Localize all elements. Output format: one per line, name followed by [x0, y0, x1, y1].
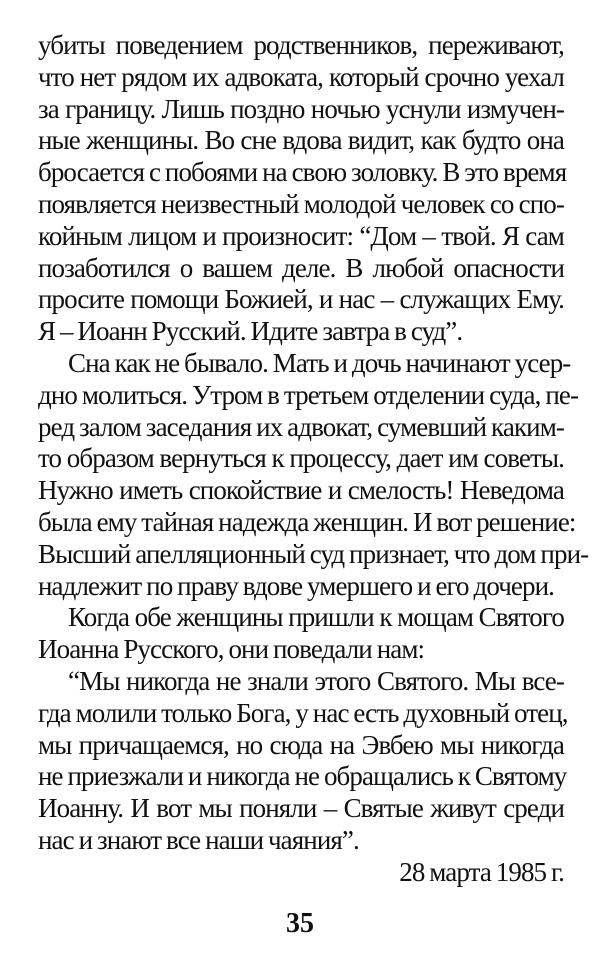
text-line: гда молили только Бога, у нас есть духовный отец,: [38, 697, 568, 728]
text-line: не приезжали и никогда не обращались к Святому: [38, 761, 567, 792]
text-line: Я – Иоанн Русский. Идите завтра в суд”.: [38, 316, 463, 347]
text-line: нас и знают все наши чаяния”.: [38, 824, 359, 855]
text-line: убиты поведением родственников, переживают,: [38, 30, 564, 60]
paragraph-3: [38, 602, 564, 666]
text-line: появляется неизвестный молодой человек со спо-: [38, 188, 564, 219]
text-line: была ему тайная надежда женщин. И вот решение:: [38, 506, 576, 537]
text-line: Высший апелляционный суд признает, что дом при-: [38, 538, 589, 569]
text-line: за границу. Лишь поздно ночью уснули измучен-: [38, 93, 564, 124]
text-line: Иоанна Русского, они поведали нам:: [38, 634, 425, 665]
text-line: ред залом заседания их адвокат, сумевший каким-: [38, 411, 564, 442]
text-line: мы причащаемся, но сюда на Эвбею мы никогда: [38, 729, 564, 760]
text-line: койным лицом и произносит: “Дом – твой. Я сам: [38, 220, 564, 251]
date-line: 28 марта 1985 г.: [399, 856, 564, 887]
paragraph-2: [38, 347, 589, 602]
paragraph-quote: [38, 665, 568, 857]
paragraph-1: [38, 30, 567, 348]
text-line: позаботился о вашем деле. В любой опасности: [38, 252, 564, 283]
text-line: бросается с побоями на свою золовку. В это время: [38, 157, 567, 188]
text-line: что нет рядом их адвоката, который срочно уехал: [38, 61, 564, 92]
text-line: Когда обе женщины пришли к мощам Святого: [68, 602, 564, 633]
text-line: надлежит по праву вдове умершего и его дочери.: [38, 570, 555, 601]
text-line: Сна как не бывало. Мать и дочь начинают усер-: [68, 347, 571, 378]
text-line: Иоанну. И вот мы поняли – Святые живут среди: [38, 793, 564, 824]
page-number: 35: [286, 908, 314, 939]
text-line: дно молиться. Утром в третьем отделении суда, пе-: [38, 379, 579, 410]
text-line: просите помощи Божией, и нас – служащих Ему.: [38, 284, 564, 315]
text-line: ные женщины. Во сне вдова видит, как будто она: [38, 125, 564, 156]
text-line: то образом вернуться к процессу, дает им советы.: [38, 443, 564, 474]
text-line: “Мы никогда не знали этого Святого. Мы все-: [68, 665, 564, 696]
text-line: Нужно иметь спокойствие и смелость! Неведома: [38, 475, 564, 506]
page-text: [38, 30, 589, 889]
